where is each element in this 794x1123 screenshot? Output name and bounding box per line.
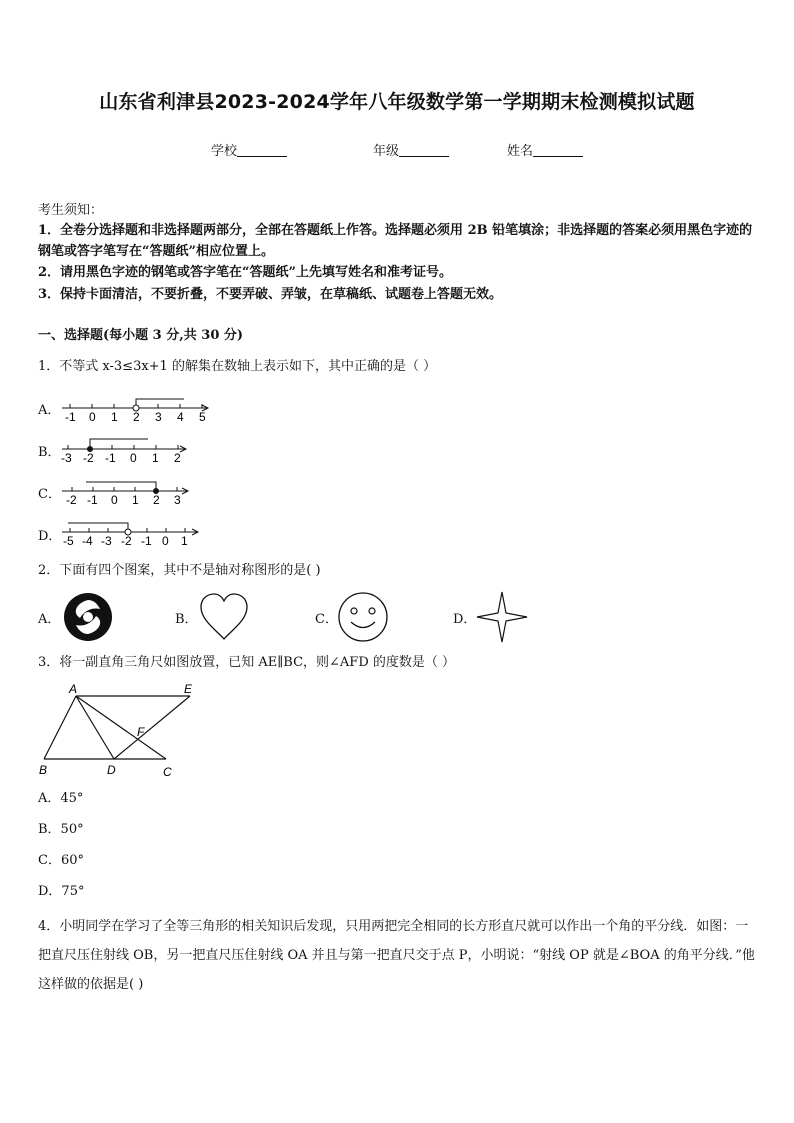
tick-label: -5 [63, 534, 74, 548]
page-title: 山东省利津县2023-2024学年八年级数学第一学期期末检测模拟试题 [99, 91, 695, 113]
four-point-star-icon[interactable] [476, 591, 528, 643]
tick-label: -2 [83, 451, 94, 465]
name-label: 姓名 [507, 144, 534, 159]
notice-heading: 考生须知： [38, 203, 104, 218]
tick-label: 2 [174, 451, 181, 465]
q3-triangles-figure [36, 682, 206, 782]
point-d-label: D [107, 763, 116, 777]
q3-option-a[interactable]: A．45° [38, 791, 84, 806]
q3-stem: 3．将一副直角三角尺如图放置，已知 AE∥BC，则∠AFD 的度数是（ ） [38, 655, 456, 670]
swirl-symbol-icon[interactable] [62, 591, 114, 643]
q1-option-a-label: A． [38, 403, 61, 418]
q1-option-b-label: B． [38, 445, 61, 460]
tick-label: 2 [133, 410, 140, 424]
section-heading: 一、选择题(每小题 3 分,共 30 分) [38, 328, 244, 343]
q2-option-a-label: A． [38, 612, 61, 627]
school-label: 学校 [211, 144, 238, 159]
point-e-label: E [184, 682, 193, 696]
tick-label: 3 [155, 410, 162, 424]
tick-label: -1 [105, 451, 116, 465]
smiley-face-icon[interactable] [336, 591, 390, 643]
name-blank[interactable] [533, 143, 583, 157]
tick-label: -4 [82, 534, 93, 548]
q1-option-c-label: C． [38, 487, 61, 502]
tick-label: 5 [199, 410, 206, 424]
tick-label: 0 [111, 493, 118, 507]
q3-option-b[interactable]: B．50° [38, 822, 84, 837]
q1-stem: 1．不等式 x-3≤3x+1 的解集在数轴上表示如下，其中正确的是（ ） [38, 359, 437, 374]
q1-option-d-label: D． [38, 529, 62, 544]
point-f-label: F [137, 725, 145, 739]
q1-option-b-number-line[interactable] [58, 436, 198, 466]
notice-item-3: 3．保持卡面清洁，不要折叠，不要弄破、弄皱，在草稿纸、试题卷上答题无效。 [38, 287, 503, 302]
q1-option-a-number-line[interactable] [58, 395, 218, 425]
tick-label: 4 [177, 410, 184, 424]
notice-item-2: 2．请用黑色字迹的钢笔或答字笔在“答题纸”上先填写姓名和准考证号。 [38, 265, 453, 280]
tick-label: 2 [153, 493, 160, 507]
q4-text: 4．小明同学在学习了全等三角形的相关知识后发现，只用两把完全相同的长方形直尺就可以作出一个角的平分线．如图：一把直尺压住射线 OB，另一把直尺压住射线 OA 并且与第一把直尺交于点 P，小明说：“射线 OP 就是∠BOA 的角平分线．”他这样做的依据是( ) [38, 919, 755, 992]
q2-option-d-label: D． [453, 612, 477, 627]
name-field [507, 140, 583, 159]
tick-label: -3 [101, 534, 112, 548]
tick-label: -1 [87, 493, 98, 507]
q3-option-c[interactable]: C．60° [38, 853, 84, 868]
tick-label: -2 [121, 534, 132, 548]
q1-option-c-number-line[interactable] [58, 478, 198, 508]
point-a-label: A [69, 682, 78, 696]
tick-label: 0 [130, 451, 137, 465]
q2-stem: 2．下面有四个图案，其中不是轴对称图形的是( ) [38, 563, 321, 578]
tick-label: 1 [152, 451, 159, 465]
q2-option-c-label: C． [315, 612, 338, 627]
tick-label: 1 [181, 534, 188, 548]
tick-label: 1 [132, 493, 139, 507]
q1-option-d-number-line[interactable] [58, 519, 208, 549]
tick-label: 3 [174, 493, 181, 507]
grade-blank[interactable] [399, 143, 449, 157]
tick-label: 0 [89, 410, 96, 424]
tick-label: -2 [66, 493, 77, 507]
q2-option-b-label: B． [175, 612, 198, 627]
tick-label: 0 [162, 534, 169, 548]
grade-field [373, 140, 449, 159]
school-blank[interactable] [237, 143, 287, 157]
tick-label: -3 [61, 451, 72, 465]
point-b-label: B [39, 763, 48, 777]
tick-label: -1 [141, 534, 152, 548]
q3-option-d[interactable]: D．75° [38, 884, 85, 899]
tick-label: -1 [65, 410, 76, 424]
grade-label: 年级 [373, 144, 400, 159]
school-field [211, 140, 287, 159]
heart-icon[interactable] [198, 592, 250, 642]
point-c-label: C [163, 765, 172, 779]
notice-item-1: 1．全卷分选择题和非选择题两部分，全部在答题纸上作答。选择题必须用 2B 铅笔填涂；非选择题的答案必须用黑色字迹的钢笔或答字笔写在“答题纸”相应位置上。 [38, 223, 753, 259]
tick-label: 1 [111, 410, 118, 424]
